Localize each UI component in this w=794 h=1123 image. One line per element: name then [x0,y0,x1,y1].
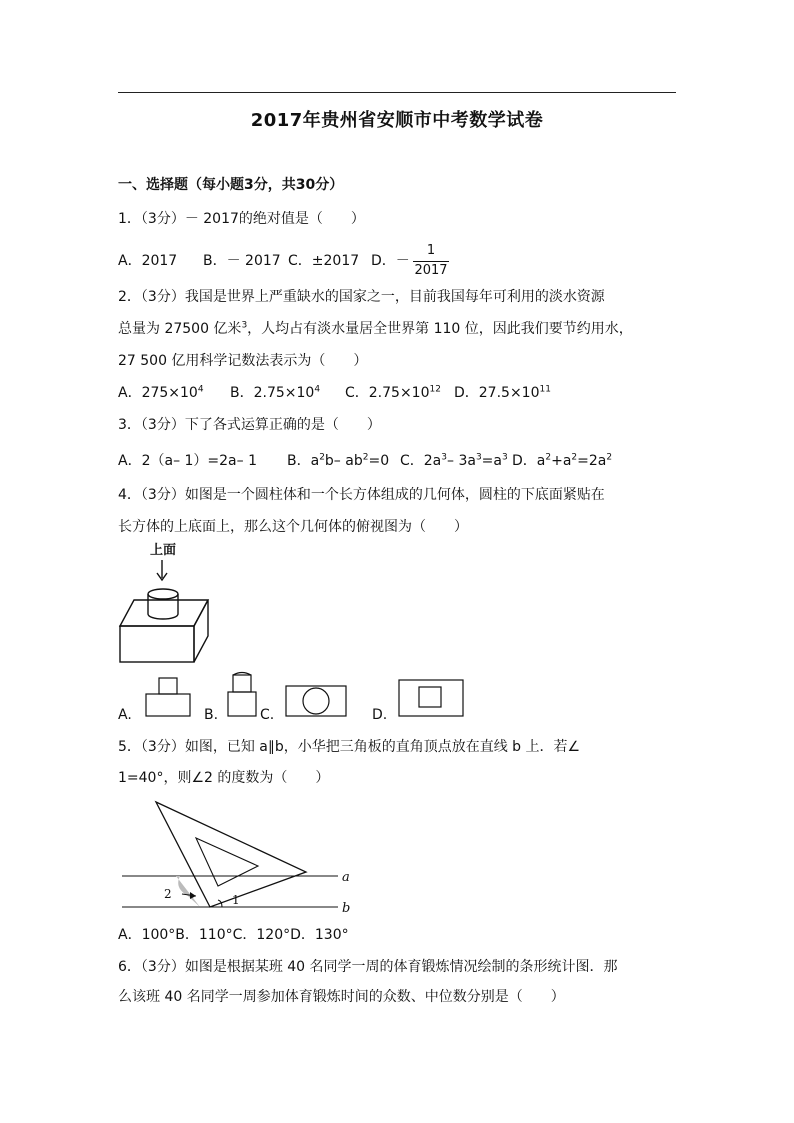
q3-d-part1: D．a [512,453,546,469]
page-title: 2017年贵州省安顺市中考数学试卷 [250,110,544,131]
q3-b-part2: b– ab [324,453,363,469]
q3-b-exp1: 2 [319,452,325,463]
label-angle-1: 1 [232,893,240,907]
label-angle-2: 2 [164,887,172,901]
q3-option-b [287,452,389,470]
q1-option-a: A．2017 [118,253,178,269]
label-b: b [342,901,351,916]
q3-option-d [512,452,612,470]
q2-line2-b: ，人均占有淡水量居全世界第 110 位，因此我们要节约用水， [247,321,633,337]
question-6-line-1: 6．（3分）如图是根据某班 40 名同学一周的体育锻炼情况绘制的条形统计图．那 [118,959,618,975]
q3-c-exp2: 3 [475,452,482,463]
q4-option-d-label: D. [372,707,388,723]
q3-d-exp1: 2 [545,452,552,463]
q3-d-part2: +a [551,453,572,469]
q3-d-exp2: 2 [571,452,578,463]
q5-options: A．100°B．110°C．120°D．130° [118,927,349,943]
question-2-line-2 [118,320,633,338]
q1-option-d: D．－ [371,253,410,269]
q3-c-part1: C．2a [400,453,442,469]
q3-b-exp2: 2 [362,452,369,463]
q2-option-a [118,384,204,402]
q2-option-d-base: D．27.5×10 [454,385,540,401]
question-5-line-2: 1=40°，则∠2 的度数为（ ） [118,770,330,786]
q2-line2-sup: 3 [241,320,248,331]
q2-line2-a: 总量为 27500 亿米 [118,321,242,337]
q3-option-c [400,452,508,470]
q2-option-b-base: B．2.75×10 [230,385,315,401]
q2-option-c [345,384,441,402]
question-5-line-1: 5．（3分）如图，已知 a∥b，小华把三角板的直角顶点放在直线 b 上．若∠ [118,739,581,755]
q4-option-c-figure [284,684,348,718]
q3-c-exp3: 3 [501,452,508,463]
q3-c-exp1: 3 [441,452,447,463]
q3-d-exp3: 2 [606,452,613,463]
q2-option-a-base: A．275×10 [118,385,198,401]
q1-fraction-bar [413,261,449,262]
q4-option-b-figure [226,670,260,718]
header-rule [118,92,676,93]
q2-option-c-exp: 12 [429,384,441,395]
section-heading: 一、选择题（每小题3分，共30分） [118,177,344,193]
q4-option-a-label: A. [118,707,132,723]
q1-fraction-numerator: 1 [426,243,436,258]
q5-figure [118,800,358,918]
question-6-line-2: 么该班 40 名同学一周参加体育锻炼时间的众数、中位数分别是（ ） [118,989,565,1005]
q3-d-part3: =2a [577,453,607,469]
q2-option-d [454,384,551,402]
q4-option-b-label: B. [204,707,219,723]
label-a: a [342,870,350,885]
q2-option-b [230,384,320,402]
q2-option-a-exp: 4 [197,384,204,395]
q1-option-b: B．－ 2017 [203,253,281,269]
q4-option-c-label: C. [260,707,275,723]
q3-c-part3: =a [481,453,502,469]
question-4-line-2: 长方体的上底面上，那么这个几何体的俯视图为（ ） [118,519,468,535]
question-4-line-1: 4．（3分）如图是一个圆柱体和一个长方体组成的几何体，圆柱的下底面紧贴在 [118,487,605,503]
q3-b-part1: B．a [287,453,320,469]
q3-b-part3: =0 [368,453,390,469]
q1-fraction-denominator: 2017 [414,263,448,278]
question-1-stem: 1．（3分）－ 2017的绝对值是（ ） [118,211,365,227]
q2-option-d-exp: 11 [539,384,551,395]
q3-option-a: A．2（a– 1）=2a– 1 [118,453,257,469]
q4-option-d-figure [397,678,465,718]
q1-option-c: C．±2017 [288,253,360,269]
q4-solid-figure [110,558,220,666]
question-2-line-1: 2．（3分）我国是世界上严重缺水的国家之一，目前我国每年可利用的淡水资源 [118,289,605,305]
q4-option-a-figure [144,676,192,718]
q2-option-b-exp: 4 [314,384,321,395]
q3-c-part2: – 3a [447,453,476,469]
question-3-stem: 3．（3分）下了各式运算正确的是（ ） [118,417,381,433]
q2-option-c-base: C．2.75×10 [345,385,430,401]
q4-figure-label-top: 上面 [150,543,177,558]
question-2-line-3: 27 500 亿用科学记数法表示为（ ） [118,353,368,369]
